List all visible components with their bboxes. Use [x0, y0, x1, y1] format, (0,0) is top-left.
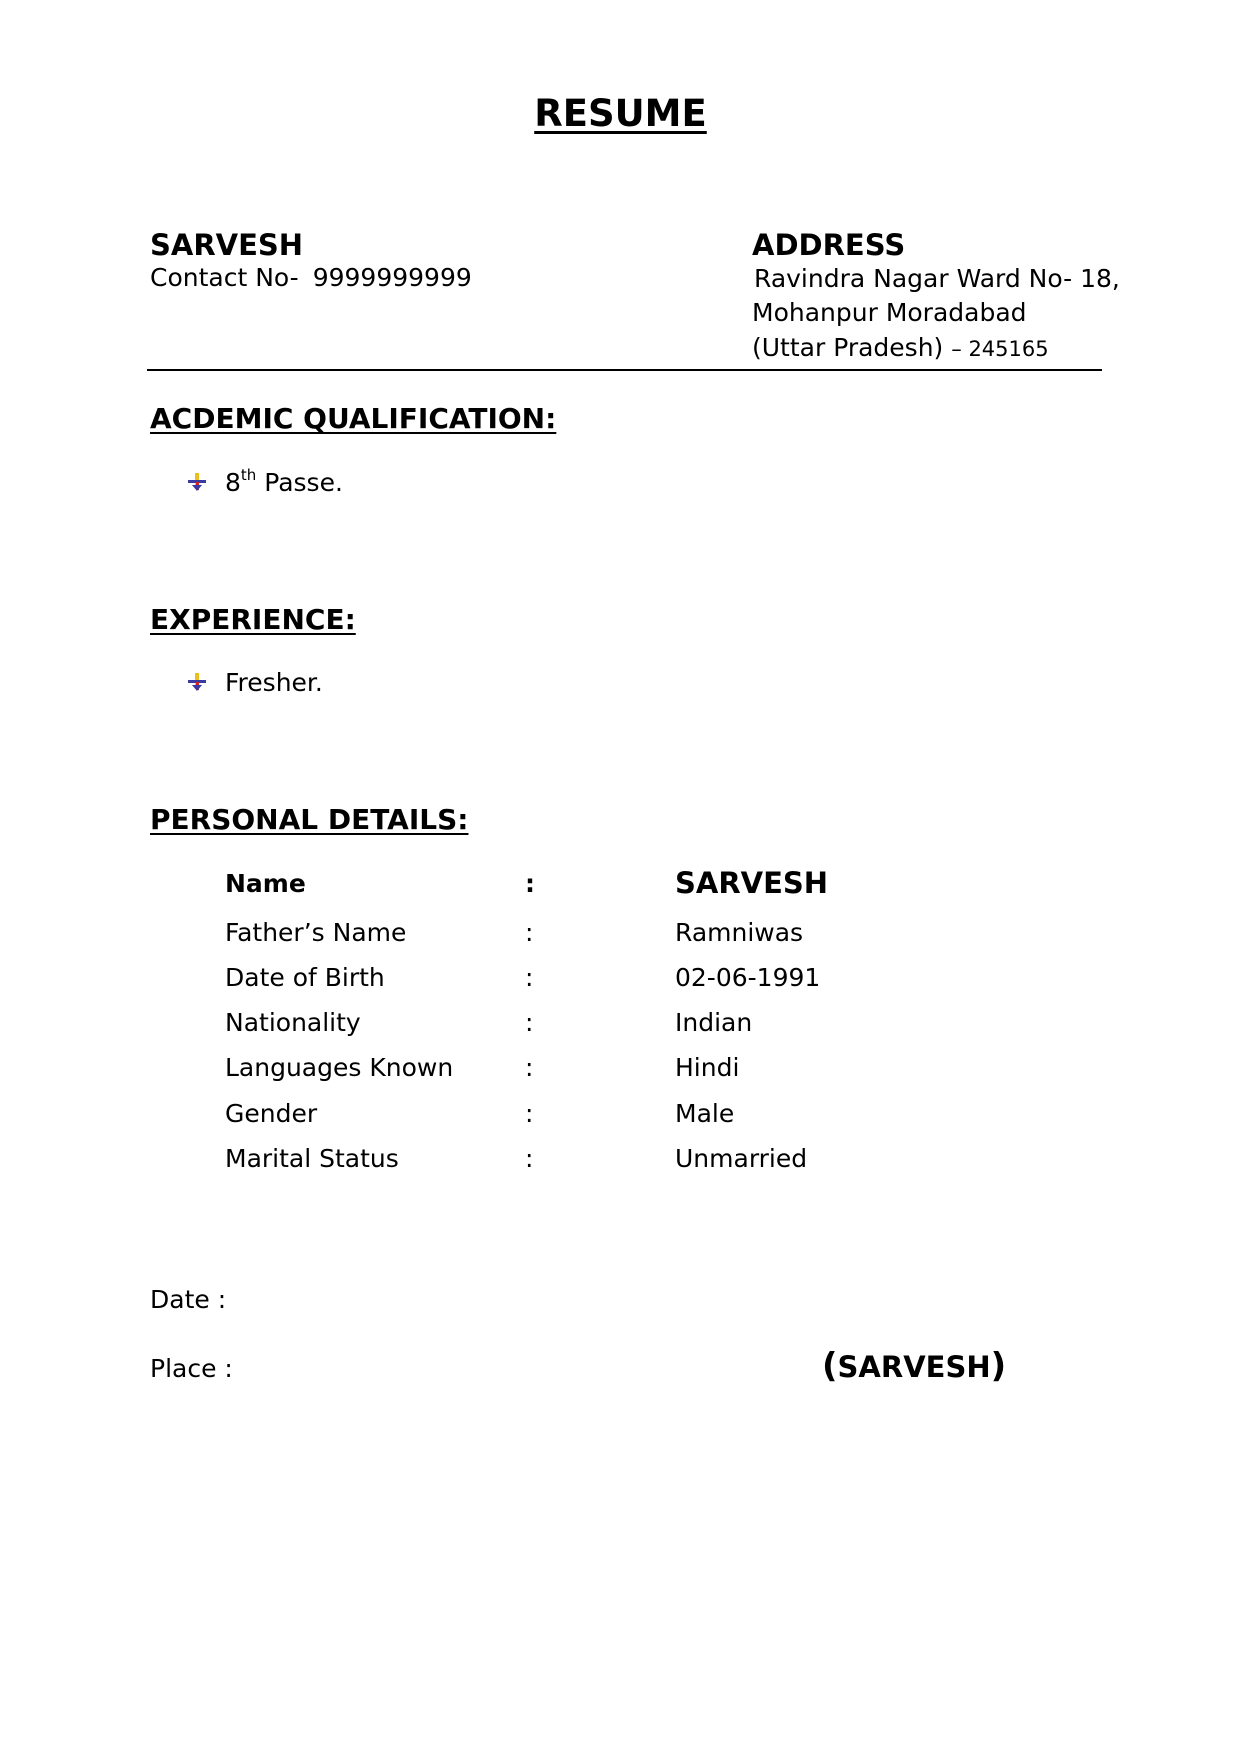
detail-label-father: Father’s Name [225, 918, 407, 947]
detail-value-languages: Hindi [675, 1053, 740, 1082]
date-label: Date : [150, 1285, 227, 1314]
detail-separator: : [525, 1099, 534, 1128]
address-line-3 [752, 333, 1049, 362]
detail-label-nationality: Nationality [225, 1008, 361, 1037]
contact-number: 9999999999 [312, 263, 472, 292]
detail-separator: : [525, 869, 535, 898]
academic-item-suffix: th [240, 466, 257, 484]
arrow-down-bullet-icon [186, 671, 208, 693]
detail-separator: : [525, 963, 534, 992]
detail-label-marital: Marital Status [225, 1144, 399, 1173]
address-heading: ADDRESS [752, 228, 906, 262]
place-label: Place : [150, 1354, 233, 1383]
signature-close-paren: ) [990, 1346, 1007, 1386]
detail-label-dob: Date of Birth [225, 963, 385, 992]
address-line-2: Mohanpur Moradabad [752, 298, 1027, 327]
experience-heading: EXPERIENCE: [150, 603, 356, 636]
detail-label-name: Name [225, 869, 306, 898]
experience-item: Fresher. [225, 668, 323, 697]
personal-heading: PERSONAL DETAILS: [150, 803, 469, 836]
detail-value-marital: Unmarried [675, 1144, 808, 1173]
detail-label-languages: Languages Known [225, 1053, 454, 1082]
signature-open-paren: ( [822, 1346, 838, 1386]
address-state: (Uttar Pradesh) [752, 333, 944, 362]
candidate-name: SARVESH [150, 228, 304, 262]
detail-value-nationality: Indian [675, 1008, 753, 1037]
detail-separator: : [525, 1144, 534, 1173]
detail-value-name: SARVESH [675, 866, 829, 900]
header-divider [147, 369, 1102, 371]
address-pin: – 245165 [951, 337, 1049, 361]
detail-separator: : [525, 918, 534, 947]
academic-item-text: Passe. [256, 468, 343, 497]
contact-line [150, 263, 472, 292]
address-line-1: Ravindra Nagar Ward No- 18, [754, 264, 1120, 293]
academic-item-number: 8 [225, 468, 241, 497]
arrow-down-bullet-icon [186, 471, 208, 493]
signature-text: SARVESH [837, 1350, 991, 1384]
detail-separator: : [525, 1008, 534, 1037]
contact-label: Contact No- [150, 263, 299, 292]
detail-value-dob: 02-06-1991 [675, 963, 821, 992]
detail-label-gender: Gender [225, 1099, 318, 1128]
academic-heading: ACDEMIC QUALIFICATION: [150, 402, 557, 435]
signature-name [822, 1346, 1006, 1386]
detail-value-gender: Male [675, 1099, 735, 1128]
detail-separator: : [525, 1053, 534, 1082]
detail-value-father: Ramniwas [675, 918, 804, 947]
resume-title: RESUME [534, 92, 707, 135]
academic-item [225, 468, 343, 497]
